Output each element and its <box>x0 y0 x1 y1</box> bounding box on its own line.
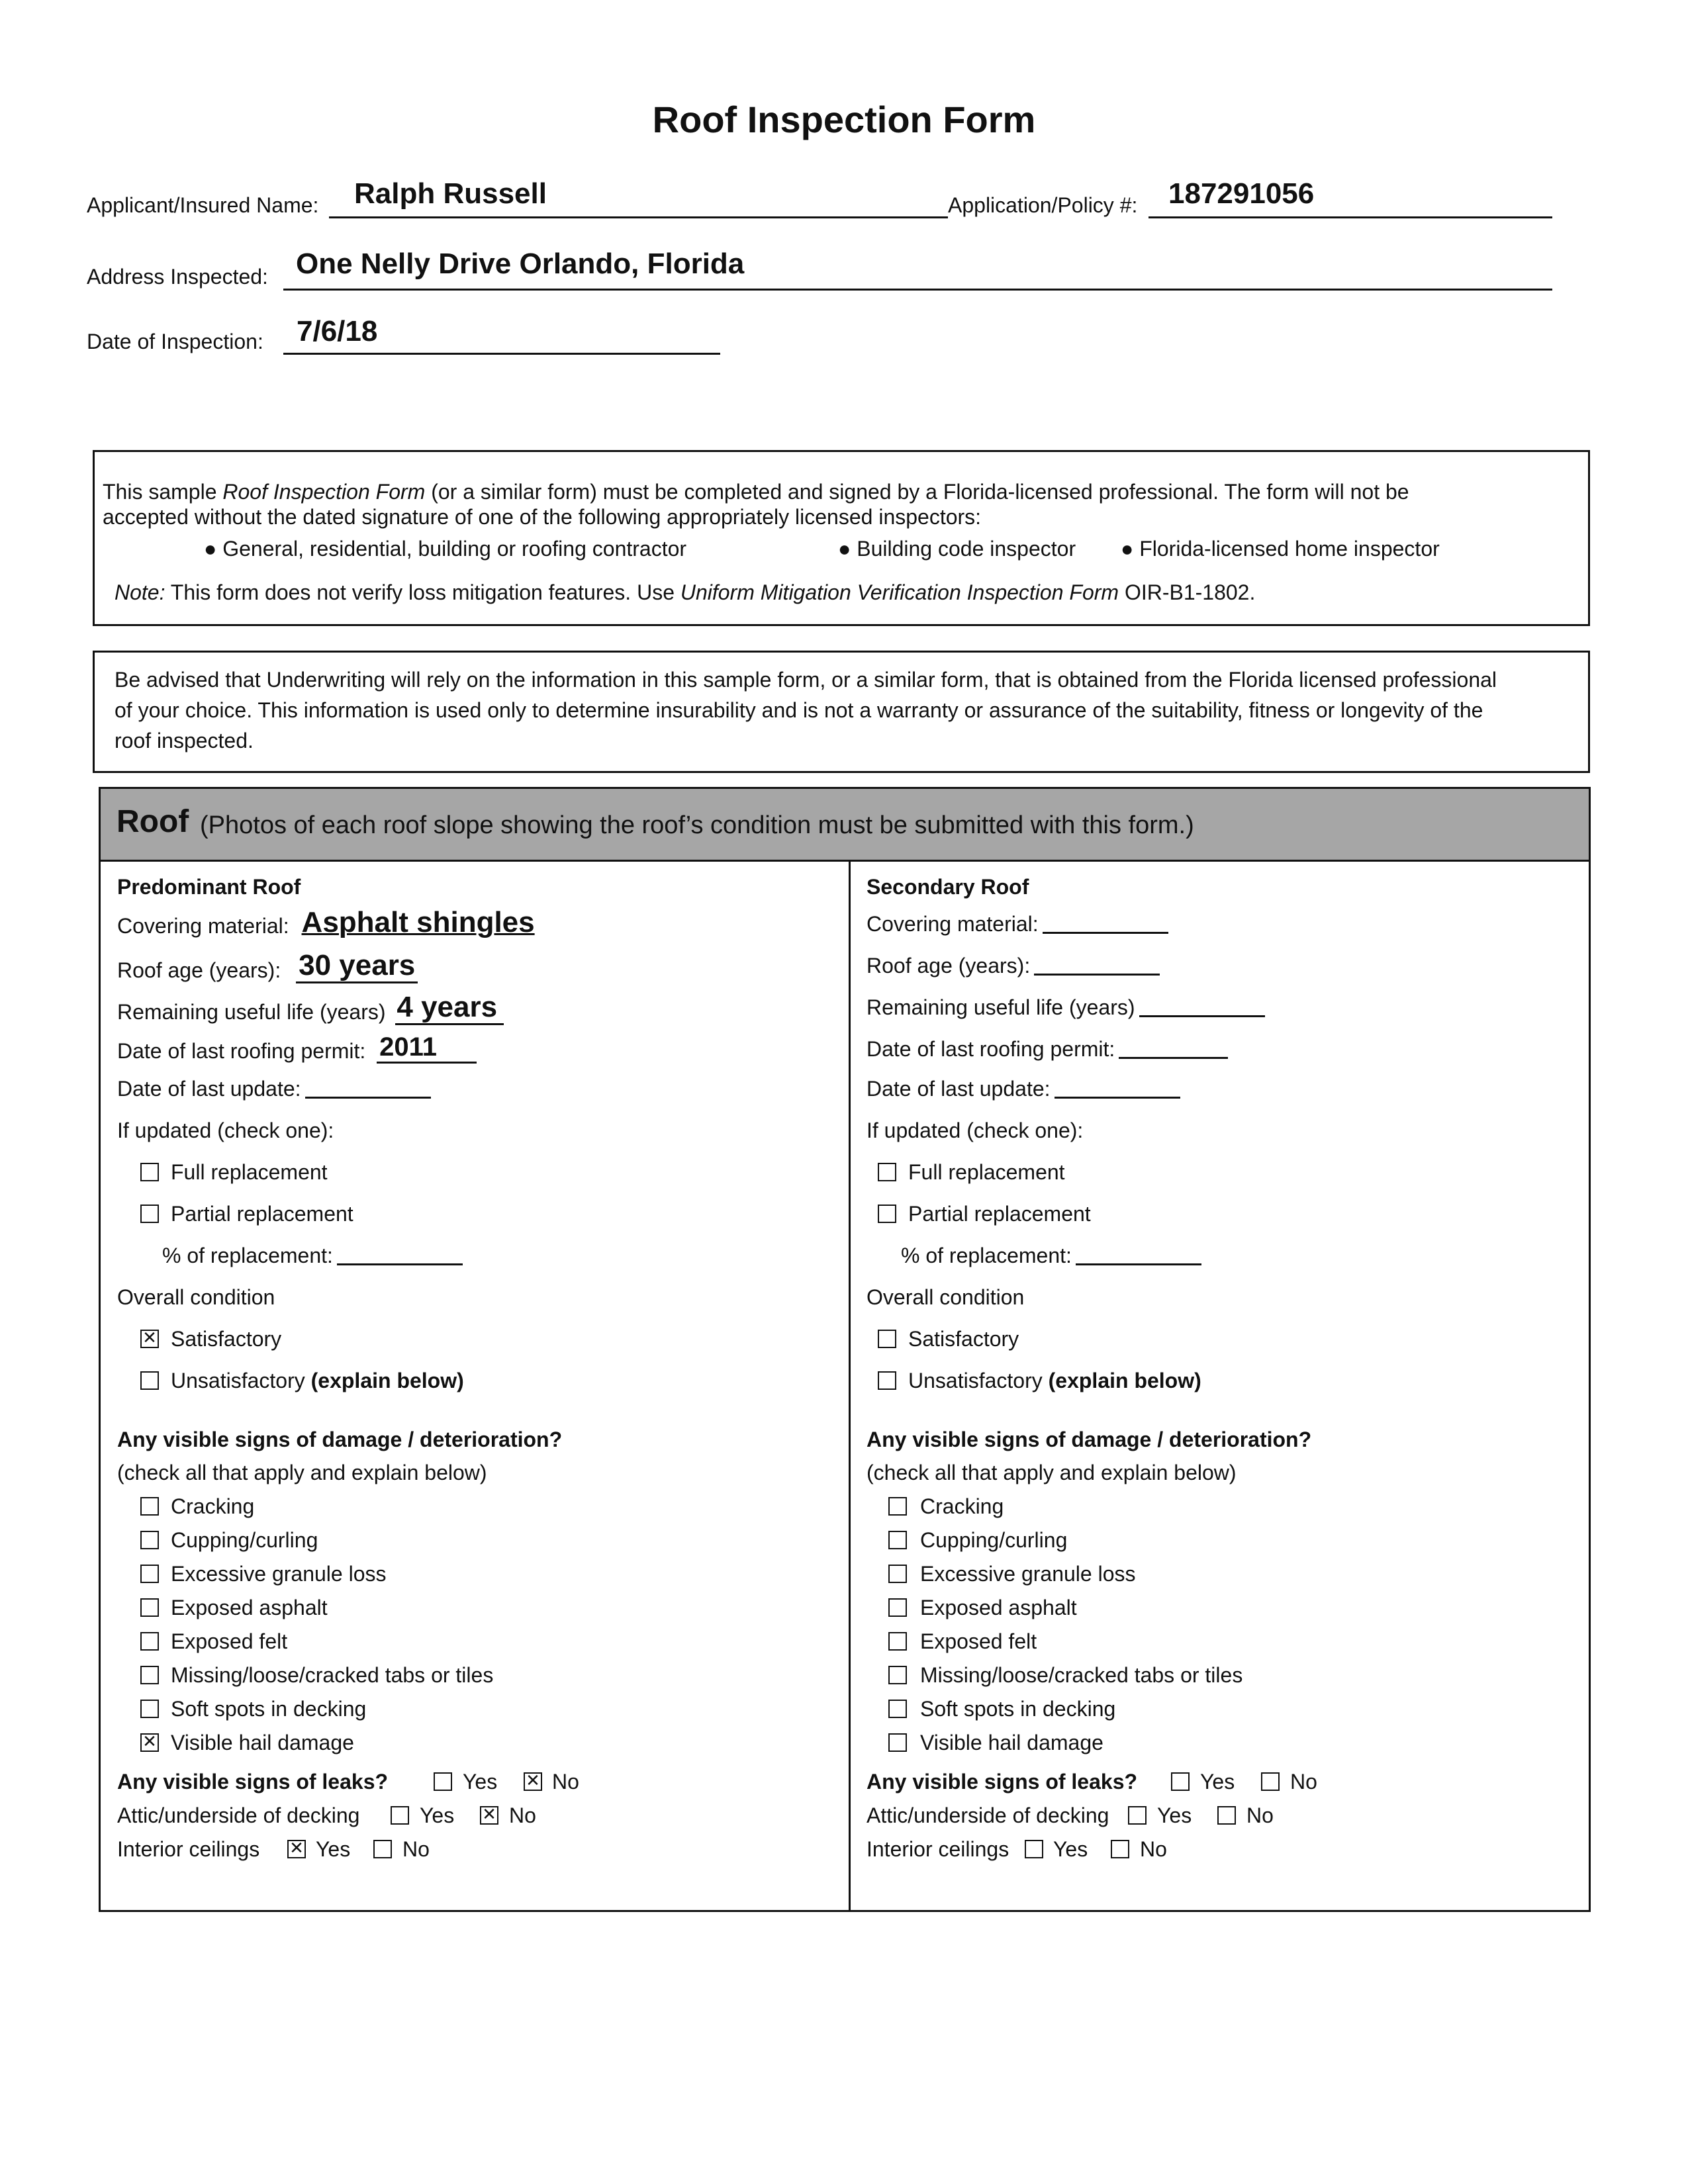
predominant-age-field[interactable]: 30 years <box>296 949 418 983</box>
roof-section <box>99 787 1591 1912</box>
predominant-damage-label: Cupping/curling <box>171 1528 318 1552</box>
predominant-ceilings-label: Interior ceilings <box>117 1837 260 1861</box>
predominant-update-row: Date of last update: <box>117 1077 431 1101</box>
secondary-partial-label: Partial replacement <box>908 1202 1091 1226</box>
secondary-attic-yes-checkbox[interactable] <box>1128 1806 1147 1825</box>
secondary-leaks-yes-label: Yes <box>1200 1770 1235 1794</box>
predominant-unsatisfactory-checkbox[interactable] <box>140 1371 159 1390</box>
secondary-attic-no-checkbox[interactable] <box>1217 1806 1236 1825</box>
predominant-damage-label: Soft spots in decking <box>171 1697 367 1721</box>
secondary-pct-field[interactable] <box>1076 1263 1201 1265</box>
address-field[interactable]: One Nelly Drive Orlando, Florida <box>296 248 745 280</box>
secondary-ceilings-no-label: No <box>1140 1837 1167 1861</box>
predominant-damage-question: Any visible signs of damage / deterioration? <box>117 1428 563 1451</box>
predominant-pct-row: % of replacement: <box>162 1244 463 1268</box>
policy-underline <box>1149 216 1552 218</box>
predominant-attic-no-checkbox[interactable]: ✕ <box>480 1806 498 1825</box>
secondary-damage-question: Any visible signs of damage / deterioration? <box>867 1428 1312 1451</box>
secondary-leaks-no-checkbox[interactable] <box>1261 1772 1280 1791</box>
secondary-unsatisfactory-label: Unsatisfactory (explain below) <box>908 1369 1201 1392</box>
secondary-covering-row: Covering material: <box>867 912 1168 936</box>
secondary-satisfactory-label: Satisfactory <box>908 1327 1019 1351</box>
predominant-satisfactory-label: Satisfactory <box>171 1327 282 1351</box>
predominant-partial-checkbox[interactable] <box>140 1205 159 1223</box>
secondary-damage-checkbox[interactable] <box>888 1598 907 1617</box>
secondary-damage-label: Cupping/curling <box>920 1528 1068 1552</box>
predominant-ceilings-no-checkbox[interactable] <box>373 1840 392 1858</box>
predominant-ceilings-no-label: No <box>402 1837 430 1861</box>
predominant-attic-yes-checkbox[interactable] <box>391 1806 409 1825</box>
secondary-damage-checkbox[interactable] <box>888 1531 907 1549</box>
secondary-ceilings-no-checkbox[interactable] <box>1111 1840 1129 1858</box>
secondary-ceilings-yes-label: Yes <box>1053 1837 1088 1861</box>
bullet-contractor: ● General, residential, building or roofing contractor <box>204 537 687 561</box>
secondary-leaks-no-label: No <box>1290 1770 1317 1794</box>
secondary-full-checkbox[interactable] <box>878 1163 896 1181</box>
date-field[interactable]: 7/6/18 <box>297 315 378 347</box>
predominant-damage-label: Cracking <box>171 1494 255 1518</box>
predominant-satisfactory-checkbox[interactable]: ✕ <box>140 1330 159 1348</box>
secondary-leaks-yes-checkbox[interactable] <box>1171 1772 1190 1791</box>
predominant-life-field[interactable]: 4 years <box>395 991 504 1025</box>
bullet-home-inspector: ● Florida-licensed home inspector <box>1121 537 1440 561</box>
applicant-name-field[interactable]: Ralph Russell <box>354 177 547 210</box>
predominant-damage-label: Exposed asphalt <box>171 1596 328 1619</box>
secondary-update-field[interactable] <box>1055 1097 1180 1099</box>
predominant-damage-checkbox[interactable] <box>140 1700 159 1718</box>
secondary-age-field[interactable] <box>1034 974 1160 976</box>
policy-number-field[interactable]: 187291056 <box>1168 177 1315 210</box>
secondary-life-row: Remaining useful life (years) <box>867 995 1265 1020</box>
notice-note: Note: This form does not verify loss mitigation features. Use Uniform Mitigation Verification Inspection Form OIR-B1-1802. <box>115 580 1256 604</box>
policy-label: Application/Policy #: <box>948 193 1138 217</box>
secondary-damage-label: Visible hail damage <box>920 1731 1103 1754</box>
underwriting-advisory <box>93 651 1590 773</box>
secondary-damage-checkbox[interactable] <box>888 1733 907 1752</box>
secondary-permit-field[interactable] <box>1119 1057 1228 1059</box>
bullet-code-inspector: ● Building code inspector <box>838 537 1076 561</box>
page-title: Roof Inspection Form <box>652 99 1036 140</box>
predominant-overall-label: Overall condition <box>117 1285 275 1309</box>
column-divider <box>849 862 851 1912</box>
predominant-damage-label: Excessive granule loss <box>171 1562 387 1586</box>
secondary-title: Secondary Roof <box>867 875 1029 899</box>
secondary-if-updated: If updated (check one): <box>867 1118 1084 1142</box>
predominant-damage-label: Visible hail damage <box>171 1731 354 1754</box>
licensing-notice <box>93 450 1590 626</box>
predominant-title: Predominant Roof <box>117 875 301 899</box>
secondary-unsatisfactory-checkbox[interactable] <box>878 1371 896 1390</box>
predominant-damage-checkbox[interactable] <box>140 1598 159 1617</box>
predominant-ceilings-yes-checkbox[interactable]: ✕ <box>287 1840 306 1858</box>
secondary-damage-label: Excessive granule loss <box>920 1562 1136 1586</box>
secondary-damage-checkbox[interactable] <box>888 1565 907 1583</box>
predominant-damage-label: Missing/loose/cracked tabs or tiles <box>171 1663 494 1687</box>
predominant-life-row: Remaining useful life (years) 4 years <box>117 993 504 1026</box>
secondary-ceilings-yes-checkbox[interactable] <box>1025 1840 1043 1858</box>
applicant-underline <box>329 216 948 218</box>
predominant-ceilings-yes-label: Yes <box>316 1837 351 1861</box>
secondary-covering-field[interactable] <box>1043 932 1168 934</box>
secondary-damage-label: Cracking <box>920 1494 1004 1518</box>
address-underline <box>283 289 1552 291</box>
predominant-leaks-yes-checkbox[interactable] <box>434 1772 452 1791</box>
secondary-attic-yes-label: Yes <box>1157 1803 1192 1827</box>
predominant-damage-label: Exposed felt <box>171 1629 288 1653</box>
predominant-attic-no-label: No <box>509 1803 536 1827</box>
advisory-line-1: Be advised that Underwriting will rely on the information in this sample form, or a similar form, that is obtained from the Florida licensed professional <box>115 668 1497 692</box>
predominant-covering-row: Covering material: Asphalt shingles <box>117 906 535 938</box>
predominant-damage-checkbox[interactable] <box>140 1531 159 1549</box>
predominant-age-row: Roof age (years): 30 years <box>117 952 418 985</box>
predominant-attic-label: Attic/underside of decking <box>117 1803 360 1827</box>
secondary-update-row: Date of last update: <box>867 1077 1180 1101</box>
secondary-overall-label: Overall condition <box>867 1285 1025 1309</box>
secondary-satisfactory-checkbox[interactable] <box>878 1330 896 1348</box>
predominant-leaks-no-label: No <box>552 1770 579 1794</box>
secondary-ceilings-label: Interior ceilings <box>867 1837 1009 1861</box>
secondary-check-all: (check all that apply and explain below) <box>867 1461 1237 1484</box>
secondary-leaks-row: Any visible signs of leaks? <box>867 1770 1138 1794</box>
secondary-attic-no-label: No <box>1246 1803 1274 1827</box>
secondary-damage-checkbox[interactable] <box>888 1632 907 1651</box>
secondary-age-row: Roof age (years): <box>867 954 1160 978</box>
secondary-pct-row: % of replacement: <box>901 1244 1201 1268</box>
roof-subheading: (Photos of each roof slope showing the roof’s condition must be submitted with this form.) <box>200 811 1194 839</box>
predominant-pct-field[interactable] <box>337 1263 463 1265</box>
secondary-life-field[interactable] <box>1139 1015 1265 1017</box>
predominant-leaks-yes-label: Yes <box>463 1770 498 1794</box>
predominant-if-updated: If updated (check one): <box>117 1118 334 1142</box>
predominant-unsatisfactory-label: Unsatisfactory (explain below) <box>171 1369 464 1392</box>
date-underline <box>283 353 720 355</box>
secondary-damage-label: Soft spots in decking <box>920 1697 1116 1721</box>
predominant-leaks-no-checkbox[interactable]: ✕ <box>524 1772 542 1791</box>
predominant-damage-checkbox[interactable] <box>140 1632 159 1651</box>
advisory-line-2: of your choice. This information is used only to determine insurability and is not a warranty or assurance of the suitability, fitness or longevity of the <box>115 698 1483 722</box>
address-label: Address Inspected: <box>87 265 268 289</box>
secondary-partial-checkbox[interactable] <box>878 1205 896 1223</box>
roof-section-header <box>101 789 1589 862</box>
notice-line-2: accepted without the dated signature of one of the following appropriately licensed inspectors: <box>103 505 982 529</box>
secondary-damage-checkbox[interactable] <box>888 1497 907 1516</box>
predominant-damage-checkbox[interactable]: ✕ <box>140 1733 159 1752</box>
predominant-covering-field[interactable]: Asphalt shingles <box>301 906 535 938</box>
secondary-attic-label: Attic/underside of decking <box>867 1803 1109 1827</box>
predominant-leaks-row: Any visible signs of leaks? <box>117 1770 389 1794</box>
secondary-damage-checkbox[interactable] <box>888 1700 907 1718</box>
predominant-damage-checkbox[interactable] <box>140 1565 159 1583</box>
secondary-damage-checkbox[interactable] <box>888 1666 907 1684</box>
predominant-permit-row: Date of last roofing permit: 2011 <box>117 1035 477 1065</box>
predominant-permit-field[interactable]: 2011 <box>377 1032 477 1064</box>
predominant-update-field[interactable] <box>305 1097 431 1099</box>
predominant-check-all: (check all that apply and explain below) <box>117 1461 487 1484</box>
predominant-full-checkbox[interactable] <box>140 1163 159 1181</box>
secondary-permit-row: Date of last roofing permit: <box>867 1037 1228 1062</box>
secondary-damage-label: Exposed asphalt <box>920 1596 1077 1619</box>
predominant-damage-checkbox[interactable] <box>140 1666 159 1684</box>
roof-heading: Roof <box>117 804 189 839</box>
secondary-full-label: Full replacement <box>908 1160 1065 1184</box>
predominant-partial-label: Partial replacement <box>171 1202 353 1226</box>
advisory-line-3: roof inspected. <box>115 729 254 752</box>
predominant-damage-checkbox[interactable] <box>140 1497 159 1516</box>
secondary-damage-label: Missing/loose/cracked tabs or tiles <box>920 1663 1243 1687</box>
notice-line-1: This sample Roof Inspection Form (or a similar form) must be completed and signed by a Florida-licensed professional. The form will not be <box>103 480 1409 504</box>
date-label: Date of Inspection: <box>87 330 263 353</box>
secondary-damage-label: Exposed felt <box>920 1629 1037 1653</box>
applicant-label: Applicant/Insured Name: <box>87 193 319 217</box>
predominant-attic-yes-label: Yes <box>420 1803 455 1827</box>
predominant-full-label: Full replacement <box>171 1160 328 1184</box>
